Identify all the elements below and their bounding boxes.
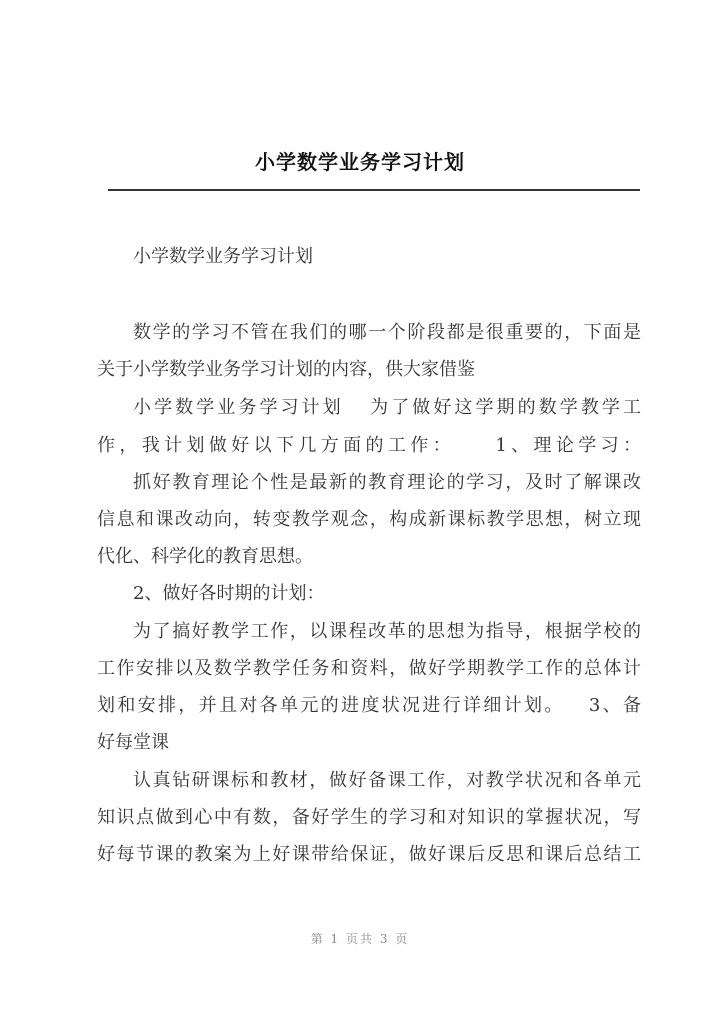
paragraph-line: 代化、科学化的教育思想。 <box>97 546 313 567</box>
page-number-footer: 第 1 页共 3 页 <box>310 932 410 946</box>
paragraph-line: 好每节课的教案为上好课带给保证，做好课后反思和课后总结工 <box>97 844 641 865</box>
paragraph-line: 抓好教育理论个性是最新的教育理论的学习，及时了解课改 <box>133 472 641 493</box>
paragraph-line: 认真钻研课标和教材，做好备课工作，对教学状况和各单元 <box>133 770 641 791</box>
title-divider <box>108 189 640 191</box>
paragraph-line: 数学的学习不管在我们的哪一个阶段都是很重要的，下面是 <box>133 322 641 343</box>
paragraph-line: 为了搞好教学工作，以课程改革的思想为指导，根据学校的 <box>133 621 641 642</box>
paragraph-line: 小学数学业务学习计划 <box>133 246 313 267</box>
paragraph-line: 2、做好各时期的计划： <box>133 583 325 604</box>
document-title: 小学数学业务学习计划 <box>255 150 465 174</box>
paragraph-line: 工作安排以及数学教学任务和资料，做好学期教学工作的总体计 <box>97 658 641 679</box>
paragraph-line: 知识点做到心中有数，备好学生的学习和对知识的掌握状况，写 <box>97 807 641 828</box>
paragraph-line: 关于小学数学业务学习计划的内容，供大家借鉴 <box>97 359 475 380</box>
paragraph-line: 好每堂课 <box>97 732 169 753</box>
paragraph-line: 划和安排，并且对各单元的进度状况进行详细计划。 3、备 <box>97 695 641 716</box>
paragraph-line: 信息和课改动向，转变教学观念，构成新课标教学思想，树立现 <box>97 509 641 530</box>
paragraph-line: 作，我计划做好以下几方面的工作： 1、理论学习： <box>97 435 641 456</box>
paragraph-line: 小学数学业务学习计划 为了做好这学期的数学教学工 <box>133 397 641 418</box>
